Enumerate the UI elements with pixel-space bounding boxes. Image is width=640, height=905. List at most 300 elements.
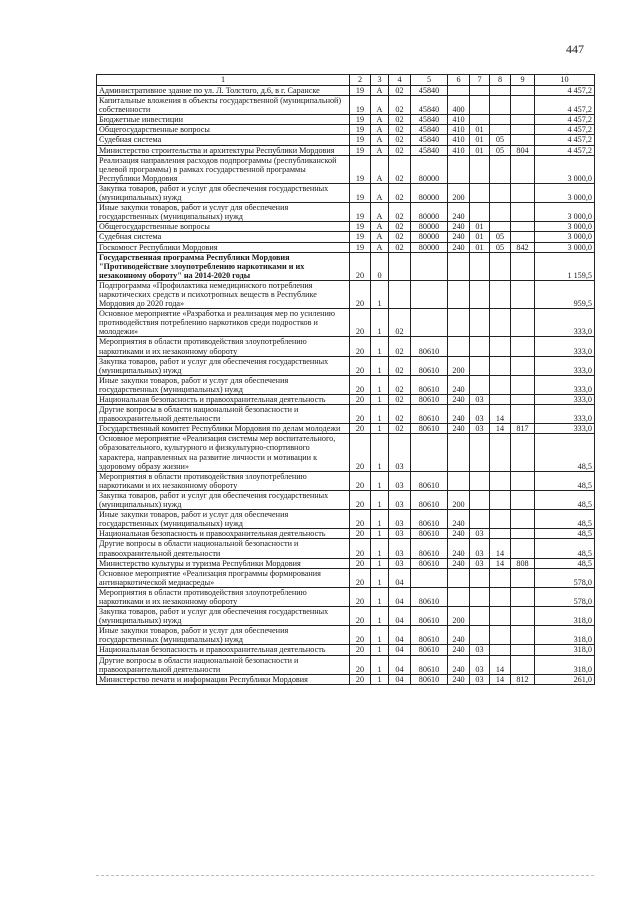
row-code-subsection — [490, 86, 511, 96]
row-code-activity: 04 — [389, 674, 411, 684]
row-code-ministry — [511, 309, 535, 337]
row-name: Другие вопросы в области национальной безопасности и правоохранительной деятельности — [97, 655, 350, 674]
row-sum: 3 000,0 — [535, 155, 595, 183]
row-code-ministry — [511, 645, 535, 655]
row-code-activity: 02 — [389, 125, 411, 135]
row-code-ministry — [511, 337, 535, 356]
row-code-program: 20 — [350, 280, 371, 308]
row-code-section: 01 — [470, 232, 490, 242]
row-name: Общегосударственные вопросы — [97, 222, 350, 232]
row-code-expense-type: 410 — [448, 135, 470, 145]
row-sum: 333,0 — [535, 356, 595, 375]
row-code-expense-type: 240 — [448, 424, 470, 434]
row-code-program: 19 — [350, 203, 371, 222]
row-name: Мероприятия в области противодействия злоупотреблению наркотиками и их незаконному обороту — [97, 471, 350, 490]
row-code-direction: 45840 — [411, 145, 448, 155]
column-header: 5 — [411, 75, 448, 86]
row-code-subsection: 14 — [490, 424, 511, 434]
row-code-program: 20 — [350, 395, 371, 405]
row-name: Государственный комитет Республики Мордовия по делам молодежи — [97, 424, 350, 434]
row-code-activity: 02 — [389, 183, 411, 202]
row-name: Административное здание по ул. Л. Толстого, д.6, в г. Саранске — [97, 86, 350, 96]
row-code-subsection — [490, 587, 511, 606]
row-code-expense-type: 240 — [448, 539, 470, 558]
row-code-section: 01 — [470, 242, 490, 252]
table-row — [97, 96, 595, 115]
row-code-ministry — [511, 529, 535, 539]
row-code-expense-type: 240 — [448, 626, 470, 645]
row-name: Основное мероприятие «Реализация программы формирования антинаркотической медиасреды» — [97, 568, 350, 587]
row-name: Закупка товаров, работ и услуг для обеспечения государственных (муниципальных) нужд — [97, 607, 350, 626]
row-sum: 4 457,2 — [535, 145, 595, 155]
row-code-expense-type: 240 — [448, 222, 470, 232]
row-code-program: 20 — [350, 510, 371, 529]
row-sum: 578,0 — [535, 568, 595, 587]
row-code-activity: 03 — [389, 490, 411, 509]
table-row — [97, 558, 595, 568]
row-code-direction: 80610 — [411, 655, 448, 674]
row-code-activity: 02 — [389, 242, 411, 252]
table-row — [97, 405, 595, 424]
row-code-section — [470, 626, 490, 645]
row-sum: 4 457,2 — [535, 125, 595, 135]
row-code-direction: 80610 — [411, 587, 448, 606]
row-name: Иные закупки товаров, работ и услуг для обеспечения государственных (муниципальных) нужд — [97, 510, 350, 529]
table-header-row — [97, 75, 595, 86]
row-code-subprogram: А — [371, 145, 389, 155]
row-name: Основное мероприятие «Разработка и реализация мер по усилению противодействия потреблению наркотиков среди подростков и молодежи» — [97, 309, 350, 337]
table-row — [97, 607, 595, 626]
row-code-subsection: 14 — [490, 655, 511, 674]
row-code-section: 03 — [470, 558, 490, 568]
row-code-ministry — [511, 375, 535, 394]
row-code-expense-type — [448, 568, 470, 587]
row-code-section: 03 — [470, 645, 490, 655]
row-code-ministry: 804 — [511, 145, 535, 155]
row-code-program: 19 — [350, 155, 371, 183]
row-code-expense-type: 200 — [448, 356, 470, 375]
row-code-program: 20 — [350, 337, 371, 356]
row-name: Министерство строительства и архитектуры Республики Мордовия — [97, 145, 350, 155]
row-code-expense-type: 240 — [448, 203, 470, 222]
row-code-ministry — [511, 115, 535, 125]
row-name: Основное мероприятие «Реализация системы мер воспитательного, образовательного, культурного и физкультурно-спортивного характера, направленных на развитие личности и мотивации к здоровому образу жизни» — [97, 434, 350, 471]
row-code-section — [470, 510, 490, 529]
row-code-subsection: 05 — [490, 242, 511, 252]
column-header: 6 — [448, 75, 470, 86]
row-code-direction: 80610 — [411, 607, 448, 626]
row-name: Судебная система — [97, 135, 350, 145]
row-code-section — [470, 471, 490, 490]
row-code-section — [470, 337, 490, 356]
row-code-activity: 02 — [389, 115, 411, 125]
row-sum: 48,5 — [535, 434, 595, 471]
row-code-section — [470, 280, 490, 308]
row-code-program: 20 — [350, 252, 371, 280]
row-code-subsection — [490, 568, 511, 587]
row-code-subprogram: 1 — [371, 626, 389, 645]
row-code-section — [470, 434, 490, 471]
row-code-subprogram: А — [371, 222, 389, 232]
row-code-activity: 03 — [389, 510, 411, 529]
row-code-section — [470, 309, 490, 337]
row-code-section: 01 — [470, 135, 490, 145]
page-footer-rule — [96, 875, 594, 876]
row-code-expense-type: 410 — [448, 115, 470, 125]
row-code-activity: 04 — [389, 587, 411, 606]
table-row — [97, 375, 595, 394]
row-code-section — [470, 607, 490, 626]
row-sum: 48,5 — [535, 529, 595, 539]
row-name: Министерство печати и информации Республики Мордовия — [97, 674, 350, 684]
row-code-program: 20 — [350, 539, 371, 558]
row-code-subsection — [490, 626, 511, 645]
row-name: Национальная безопасность и правоохранительная деятельность — [97, 395, 350, 405]
row-sum: 261,0 — [535, 674, 595, 684]
row-code-subprogram: А — [371, 86, 389, 96]
row-code-ministry — [511, 471, 535, 490]
row-code-ministry — [511, 395, 535, 405]
row-code-expense-type: 200 — [448, 183, 470, 202]
row-code-section: 03 — [470, 395, 490, 405]
row-code-expense-type: 240 — [448, 529, 470, 539]
row-name: Национальная безопасность и правоохранительная деятельность — [97, 529, 350, 539]
row-code-activity: 04 — [389, 607, 411, 626]
row-name: Национальная безопасность и правоохранительная деятельность — [97, 645, 350, 655]
table-row — [97, 424, 595, 434]
row-code-activity: 02 — [389, 155, 411, 183]
row-code-program: 20 — [350, 607, 371, 626]
row-code-subsection — [490, 490, 511, 509]
row-sum: 333,0 — [535, 375, 595, 394]
row-code-program: 19 — [350, 135, 371, 145]
table-row — [97, 125, 595, 135]
row-sum: 48,5 — [535, 558, 595, 568]
row-code-program: 19 — [350, 145, 371, 155]
column-header: 3 — [371, 75, 389, 86]
table-body — [97, 86, 595, 685]
row-code-subprogram: А — [371, 183, 389, 202]
row-code-subprogram: 0 — [371, 252, 389, 280]
row-name: Иные закупки товаров, работ и услуг для обеспечения государственных (муниципальных) нужд — [97, 626, 350, 645]
row-code-section — [470, 356, 490, 375]
budget-table — [96, 74, 595, 685]
row-code-program: 20 — [350, 309, 371, 337]
row-name: Подпрограмма «Профилактика немедицинского потребления наркотических средств и психотропных веществ в Республике Мордовия до 2020 года» — [97, 280, 350, 308]
row-code-direction: 80610 — [411, 529, 448, 539]
row-code-activity: 02 — [389, 135, 411, 145]
row-code-direction: 80610 — [411, 356, 448, 375]
row-code-section: 03 — [470, 424, 490, 434]
row-code-subsection — [490, 510, 511, 529]
row-code-subsection: 05 — [490, 145, 511, 155]
row-code-ministry — [511, 135, 535, 145]
row-code-ministry — [511, 510, 535, 529]
table-row — [97, 86, 595, 96]
row-code-subsection: 05 — [490, 135, 511, 145]
row-name: Иные закупки товаров, работ и услуг для обеспечения государственных (муниципальных) нужд — [97, 203, 350, 222]
row-code-subprogram: 1 — [371, 395, 389, 405]
row-code-ministry — [511, 155, 535, 183]
row-code-expense-type — [448, 587, 470, 606]
row-sum: 959,5 — [535, 280, 595, 308]
row-code-program: 20 — [350, 645, 371, 655]
row-code-ministry — [511, 490, 535, 509]
row-code-ministry — [511, 587, 535, 606]
row-code-subsection — [490, 607, 511, 626]
row-code-subsection — [490, 309, 511, 337]
row-code-program: 20 — [350, 471, 371, 490]
row-code-expense-type: 410 — [448, 125, 470, 135]
row-code-ministry — [511, 405, 535, 424]
row-code-subsection — [490, 115, 511, 125]
row-code-direction: 80000 — [411, 203, 448, 222]
row-code-direction: 80610 — [411, 539, 448, 558]
row-code-program: 20 — [350, 405, 371, 424]
row-code-subprogram: 1 — [371, 607, 389, 626]
row-code-activity: 02 — [389, 395, 411, 405]
row-code-program: 20 — [350, 568, 371, 587]
row-code-subsection — [490, 222, 511, 232]
row-code-activity: 02 — [389, 232, 411, 242]
row-name: Общегосударственные вопросы — [97, 125, 350, 135]
row-code-section: 03 — [470, 674, 490, 684]
row-code-direction: 80000 — [411, 222, 448, 232]
row-code-expense-type — [448, 434, 470, 471]
row-code-expense-type — [448, 252, 470, 280]
table-row — [97, 434, 595, 471]
row-sum: 4 457,2 — [535, 115, 595, 125]
row-code-subsection: 14 — [490, 558, 511, 568]
row-code-subsection — [490, 395, 511, 405]
row-code-expense-type: 240 — [448, 655, 470, 674]
row-code-subprogram: 1 — [371, 510, 389, 529]
row-code-direction: 80610 — [411, 490, 448, 509]
row-code-activity: 02 — [389, 375, 411, 394]
row-name: Государственная программа Республики Мордовия "Противодействие злоупотреблению наркотиками и их незаконному обороту" на 2014-2020 годы — [97, 252, 350, 280]
column-header: 8 — [490, 75, 511, 86]
row-code-subprogram: А — [371, 115, 389, 125]
row-code-direction: 80610 — [411, 424, 448, 434]
table-row — [97, 539, 595, 558]
row-code-direction: 80610 — [411, 395, 448, 405]
row-code-direction — [411, 434, 448, 471]
row-sum: 48,5 — [535, 539, 595, 558]
row-code-ministry — [511, 280, 535, 308]
row-code-expense-type: 410 — [448, 145, 470, 155]
row-code-section: 03 — [470, 405, 490, 424]
table-row — [97, 587, 595, 606]
row-name: Мероприятия в области противодействия злоупотреблению наркотиками и их незаконному обороту — [97, 337, 350, 356]
row-sum: 4 457,2 — [535, 96, 595, 115]
row-code-direction: 80610 — [411, 645, 448, 655]
row-code-subsection — [490, 434, 511, 471]
row-code-subprogram: 1 — [371, 337, 389, 356]
row-code-program: 20 — [350, 356, 371, 375]
column-header: 4 — [389, 75, 411, 86]
row-code-subprogram: 1 — [371, 539, 389, 558]
row-code-ministry — [511, 655, 535, 674]
row-code-section — [470, 155, 490, 183]
row-code-activity: 02 — [389, 356, 411, 375]
row-sum: 4 457,2 — [535, 135, 595, 145]
table-row — [97, 490, 595, 509]
row-code-ministry — [511, 86, 535, 96]
row-code-activity: 02 — [389, 86, 411, 96]
row-code-subprogram: 1 — [371, 424, 389, 434]
row-code-subprogram: 1 — [371, 434, 389, 471]
row-code-subsection — [490, 280, 511, 308]
row-code-section — [470, 587, 490, 606]
row-code-section — [470, 490, 490, 509]
table-row — [97, 232, 595, 242]
table-row — [97, 645, 595, 655]
row-name: Другие вопросы в области национальной безопасности и правоохранительной деятельности — [97, 405, 350, 424]
row-name: Закупка товаров, работ и услуг для обеспечения государственных (муниципальных) нужд — [97, 490, 350, 509]
row-code-section — [470, 252, 490, 280]
row-code-activity: 02 — [389, 309, 411, 337]
row-code-subsection — [490, 125, 511, 135]
row-code-program: 19 — [350, 242, 371, 252]
row-code-activity: 04 — [389, 568, 411, 587]
row-sum: 333,0 — [535, 424, 595, 434]
row-sum: 1 159,5 — [535, 252, 595, 280]
column-header: 1 — [97, 75, 350, 86]
row-code-subprogram: 1 — [371, 375, 389, 394]
row-code-direction — [411, 252, 448, 280]
row-code-program: 20 — [350, 587, 371, 606]
row-code-direction — [411, 309, 448, 337]
row-code-subsection — [490, 183, 511, 202]
table-row — [97, 280, 595, 308]
row-code-expense-type — [448, 471, 470, 490]
row-code-section — [470, 203, 490, 222]
row-code-activity: 02 — [389, 405, 411, 424]
row-code-subsection — [490, 529, 511, 539]
row-sum: 333,0 — [535, 395, 595, 405]
row-sum: 3 000,0 — [535, 242, 595, 252]
row-sum: 48,5 — [535, 510, 595, 529]
row-code-subprogram: А — [371, 125, 389, 135]
row-name: Закупка товаров, работ и услуг для обеспечения государственных (муниципальных) нужд — [97, 183, 350, 202]
row-code-program: 20 — [350, 674, 371, 684]
row-code-subprogram: 1 — [371, 471, 389, 490]
table-row — [97, 135, 595, 145]
column-header: 7 — [470, 75, 490, 86]
row-code-subsection — [490, 96, 511, 115]
row-code-direction: 80610 — [411, 674, 448, 684]
row-name: Госкомюст Республики Мордовия — [97, 242, 350, 252]
row-code-activity: 03 — [389, 529, 411, 539]
row-code-direction: 80000 — [411, 183, 448, 202]
row-code-direction: 80610 — [411, 471, 448, 490]
table-row — [97, 203, 595, 222]
row-code-subprogram: 1 — [371, 529, 389, 539]
row-code-ministry — [511, 222, 535, 232]
row-code-direction — [411, 280, 448, 308]
row-code-ministry — [511, 356, 535, 375]
row-code-subsection — [490, 252, 511, 280]
row-code-ministry — [511, 96, 535, 115]
row-code-program: 20 — [350, 529, 371, 539]
row-code-expense-type: 240 — [448, 405, 470, 424]
row-code-subsection — [490, 645, 511, 655]
row-code-expense-type: 240 — [448, 510, 470, 529]
row-code-expense-type: 240 — [448, 674, 470, 684]
row-code-subsection: 14 — [490, 539, 511, 558]
row-code-direction: 80610 — [411, 510, 448, 529]
table-row — [97, 222, 595, 232]
row-code-direction: 45840 — [411, 96, 448, 115]
row-sum: 578,0 — [535, 587, 595, 606]
row-sum: 318,0 — [535, 645, 595, 655]
row-sum: 333,0 — [535, 405, 595, 424]
row-sum: 4 457,2 — [535, 86, 595, 96]
row-code-section: 01 — [470, 125, 490, 135]
row-code-section — [470, 86, 490, 96]
row-code-subprogram: А — [371, 242, 389, 252]
table-row — [97, 145, 595, 155]
table-row — [97, 252, 595, 280]
row-code-subprogram: 1 — [371, 655, 389, 674]
column-header: 10 — [535, 75, 595, 86]
row-code-ministry: 817 — [511, 424, 535, 434]
row-code-program: 19 — [350, 183, 371, 202]
row-code-subsection: 14 — [490, 674, 511, 684]
row-code-program: 20 — [350, 424, 371, 434]
row-code-program: 20 — [350, 375, 371, 394]
row-code-section: 01 — [470, 222, 490, 232]
row-code-subprogram: 1 — [371, 568, 389, 587]
row-sum: 318,0 — [535, 626, 595, 645]
page-number: 447 — [566, 42, 584, 56]
row-code-program: 20 — [350, 655, 371, 674]
row-code-expense-type — [448, 280, 470, 308]
row-code-direction: 45840 — [411, 135, 448, 145]
row-sum: 3 000,0 — [535, 203, 595, 222]
row-code-program: 20 — [350, 434, 371, 471]
row-code-subprogram: 1 — [371, 558, 389, 568]
row-code-activity: 03 — [389, 558, 411, 568]
table-row — [97, 529, 595, 539]
row-code-direction: 45840 — [411, 115, 448, 125]
row-name: Судебная система — [97, 232, 350, 242]
row-code-subsection — [490, 203, 511, 222]
row-code-ministry: 842 — [511, 242, 535, 252]
row-sum: 48,5 — [535, 490, 595, 509]
row-code-subprogram: 1 — [371, 674, 389, 684]
row-code-subprogram: 1 — [371, 405, 389, 424]
row-code-program: 20 — [350, 490, 371, 509]
row-code-ministry — [511, 183, 535, 202]
row-code-subprogram: 1 — [371, 490, 389, 509]
table-row — [97, 626, 595, 645]
row-code-program: 19 — [350, 96, 371, 115]
row-code-ministry — [511, 434, 535, 471]
column-header: 2 — [350, 75, 371, 86]
row-code-expense-type: 240 — [448, 242, 470, 252]
row-code-ministry — [511, 539, 535, 558]
table-row — [97, 337, 595, 356]
row-code-expense-type: 240 — [448, 558, 470, 568]
row-code-program: 19 — [350, 125, 371, 135]
row-name: Другие вопросы в области национальной безопасности и правоохранительной деятельности — [97, 539, 350, 558]
row-code-expense-type — [448, 155, 470, 183]
row-code-expense-type: 240 — [448, 375, 470, 394]
row-code-section — [470, 115, 490, 125]
row-code-section: 01 — [470, 145, 490, 155]
row-code-activity: 03 — [389, 434, 411, 471]
